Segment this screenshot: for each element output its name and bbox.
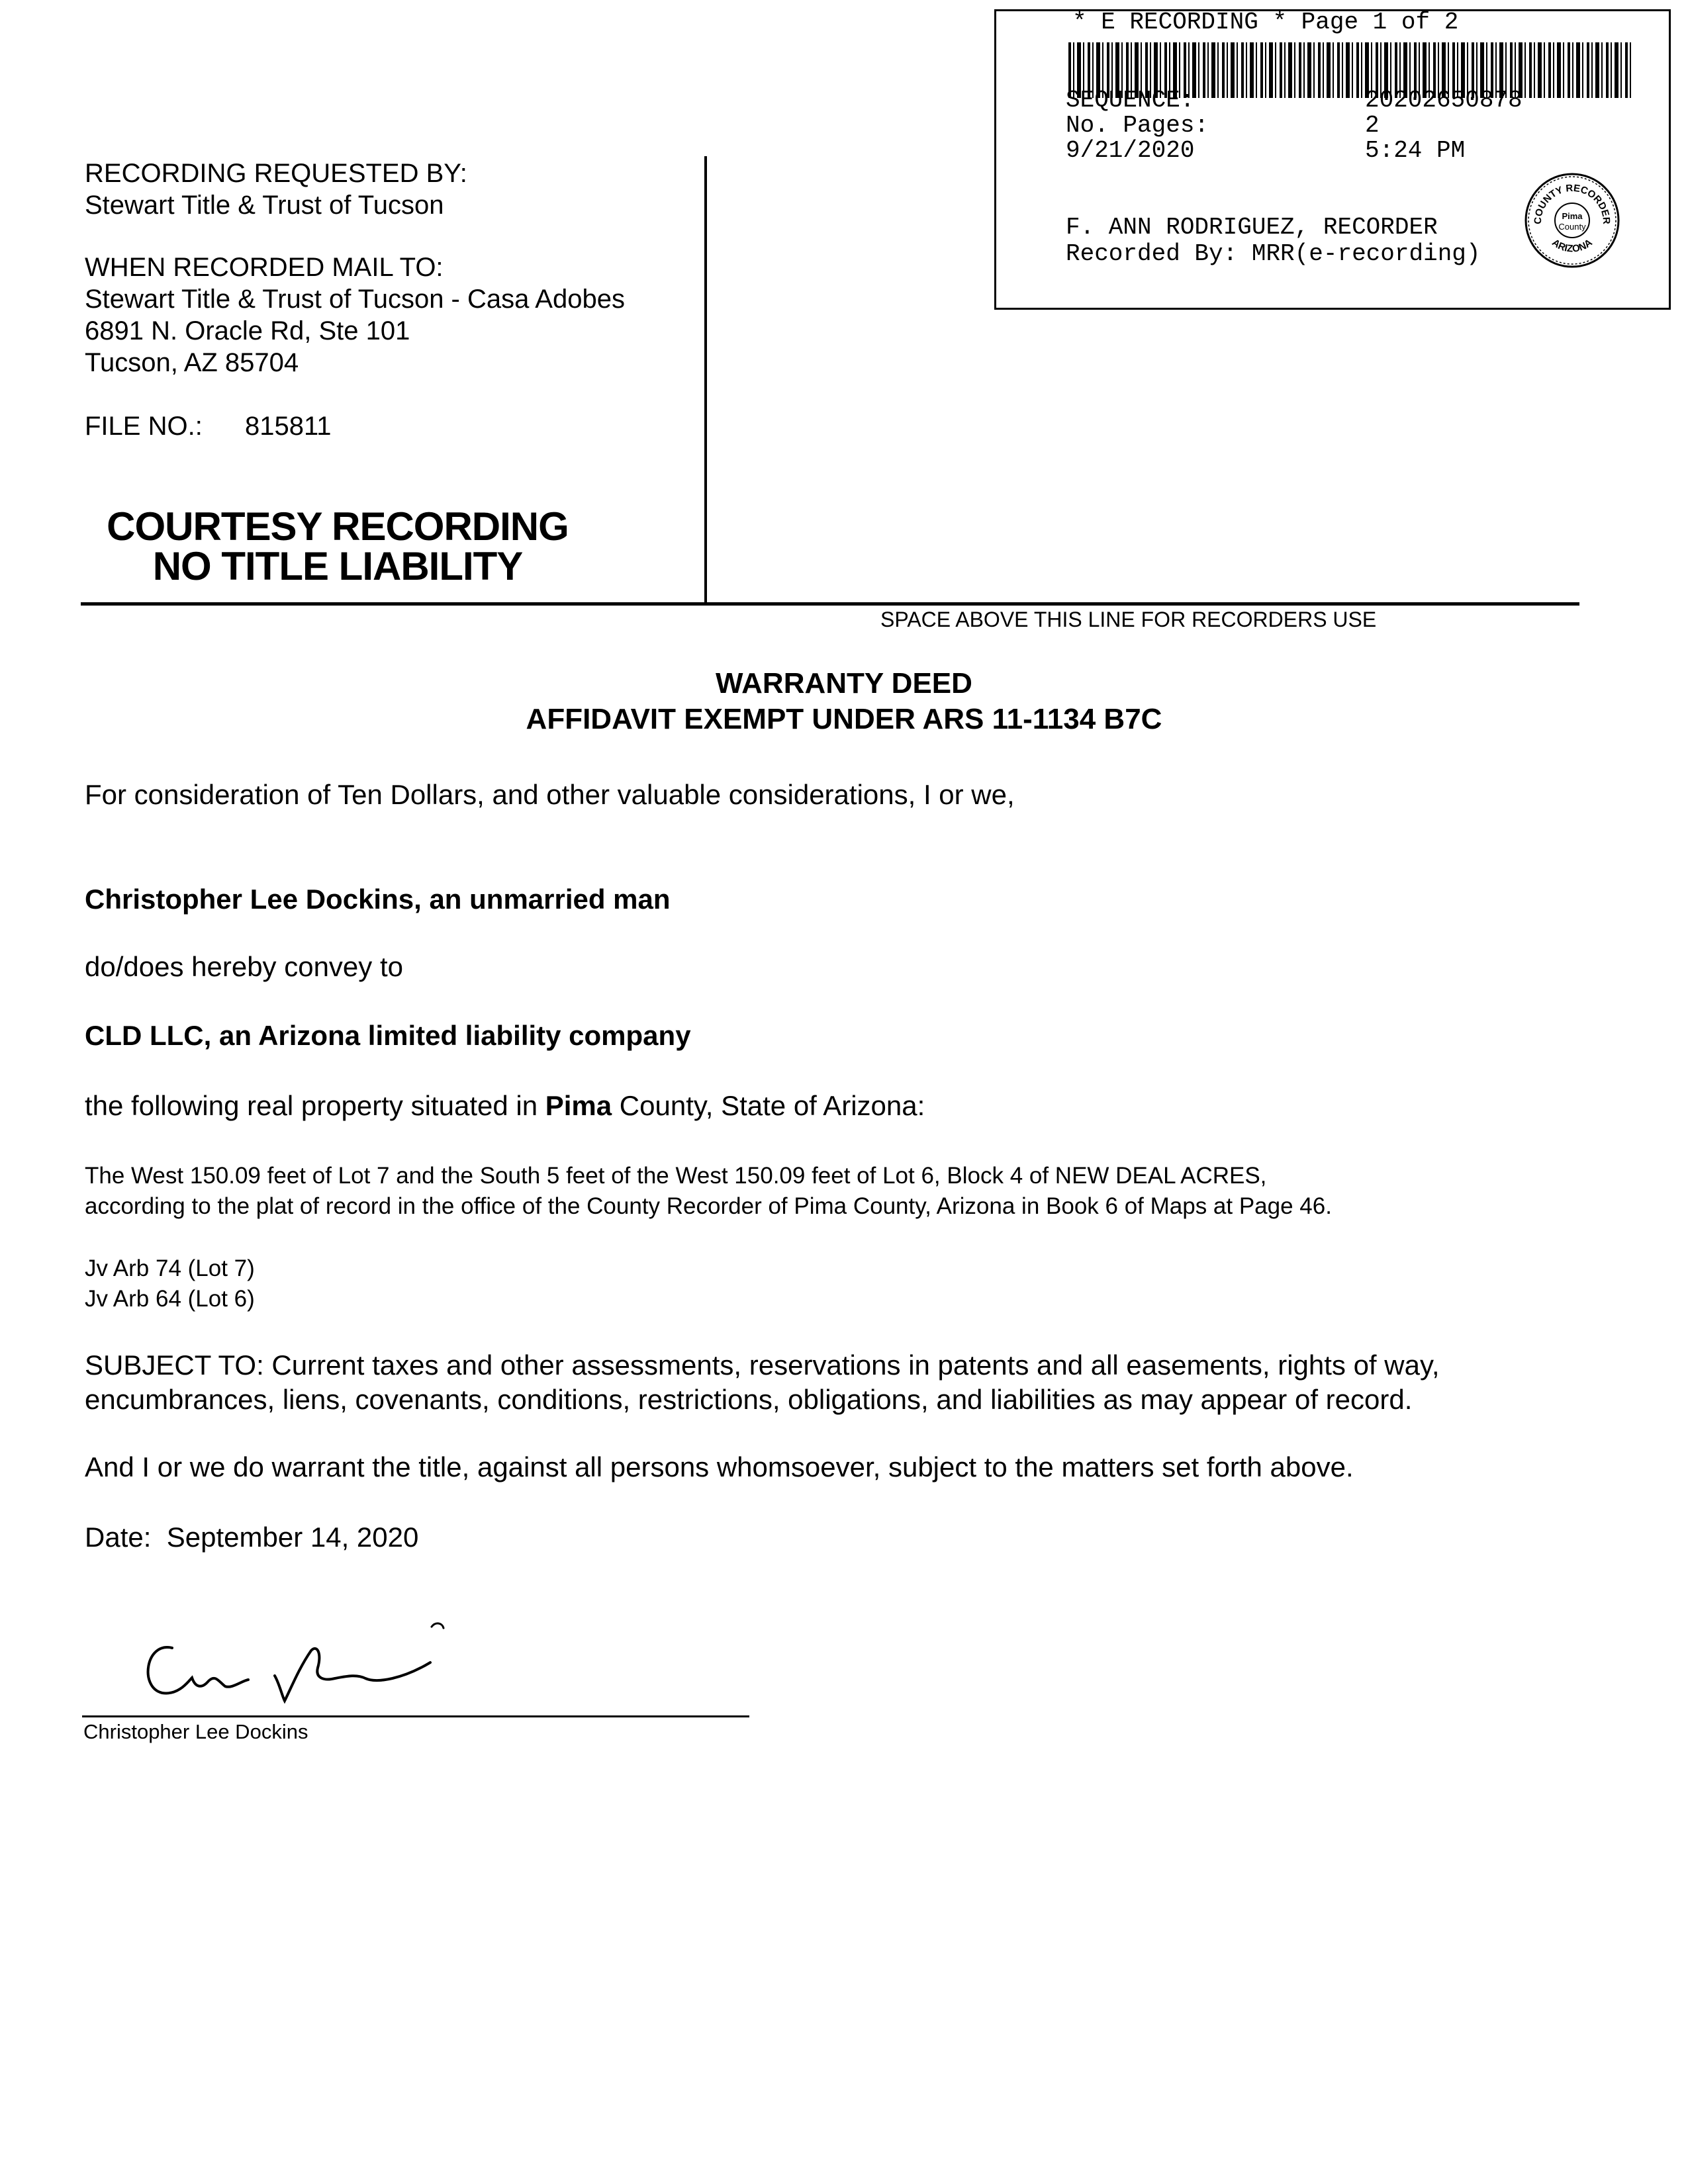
parcel-line1: Jv Arb 74 (Lot 7) bbox=[85, 1255, 255, 1281]
sequence-value: 20202650878 bbox=[1365, 87, 1523, 114]
seal-center-top: Pima bbox=[1562, 211, 1583, 221]
date-value: September 14, 2020 bbox=[166, 1522, 419, 1553]
recorders-use-line bbox=[81, 602, 1579, 606]
county-recorder-seal bbox=[1523, 171, 1622, 270]
sequence-label: SEQUENCE: bbox=[1066, 87, 1195, 114]
handwritten-signature bbox=[126, 1615, 470, 1714]
grantor-name: Christopher Lee Dockins, an unmarried man bbox=[85, 884, 671, 915]
subject-to-line2: encumbrances, liens, covenants, conditions, restrictions, obligations, and liabilities as may appear of record. bbox=[85, 1384, 1413, 1415]
courtesy-recording-stamp bbox=[79, 504, 596, 588]
consideration-clause: For consideration of Ten Dollars, and other valuable considerations, I or we, bbox=[85, 779, 1015, 810]
recording-date: 9/21/2020 bbox=[1066, 137, 1195, 164]
signature-line bbox=[82, 1715, 749, 1717]
seal-top-text: COUNTY RECORDER bbox=[1532, 182, 1613, 225]
courtesy-line2: NO TITLE LIABILITY bbox=[152, 544, 523, 588]
property-location bbox=[85, 1089, 925, 1122]
mail-to-name: Stewart Title & Trust of Tucson - Casa Adobes bbox=[85, 285, 625, 314]
recorders-use-note: SPACE ABOVE THIS LINE FOR RECORDERS USE bbox=[880, 608, 1377, 631]
header-divider-vertical bbox=[704, 156, 707, 605]
mail-to-label: WHEN RECORDED MAIL TO: bbox=[85, 253, 444, 282]
pages-value: 2 bbox=[1365, 112, 1380, 139]
legal-description-line1: The West 150.09 feet of Lot 7 and the South 5 feet of the West 150.09 feet of Lot 6, Block 4 of NEW DEAL ACRES, bbox=[85, 1163, 1267, 1189]
parcel-line2: Jv Arb 64 (Lot 6) bbox=[85, 1286, 255, 1312]
subject-to-line1: SUBJECT TO: Current taxes and other assessments, reservations in patents and all easements, rights of way, bbox=[85, 1349, 1440, 1381]
recorder-name: F. ANN RODRIGUEZ, RECORDER bbox=[1066, 214, 1438, 241]
grantee-name: CLD LLC, an Arizona limited liability company bbox=[85, 1020, 691, 1051]
deed-subtitle: AFFIDAVIT EXEMPT UNDER ARS 11-1134 B7C bbox=[526, 703, 1162, 735]
seal-bottom-text: ARIZONA bbox=[1550, 237, 1595, 255]
deed-title: WARRANTY DEED bbox=[716, 667, 972, 700]
file-no-value: 815811 bbox=[245, 412, 332, 441]
stamp-header: * E RECORDING * Page 1 of 2 bbox=[1072, 9, 1459, 36]
pages-label: No. Pages: bbox=[1066, 112, 1209, 139]
recording-requested-label: RECORDING REQUESTED BY: bbox=[85, 159, 467, 188]
county-name: Pima bbox=[545, 1090, 612, 1121]
mail-to-address-line2: Tucson, AZ 85704 bbox=[85, 348, 299, 377]
warranty-clause: And I or we do warrant the title, against all persons whomsoever, subject to the matters set forth above. bbox=[85, 1451, 1354, 1482]
recording-time: 5:24 PM bbox=[1365, 137, 1466, 164]
property-suffix: County, State of Arizona: bbox=[612, 1090, 925, 1121]
mail-to-address-line1: 6891 N. Oracle Rd, Ste 101 bbox=[85, 316, 410, 345]
seal-center-bottom: County bbox=[1558, 222, 1586, 232]
property-prefix: the following real property situated in bbox=[85, 1090, 545, 1121]
recorded-by: Recorded By: MRR(e-recording) bbox=[1066, 240, 1481, 267]
convey-clause: do/does hereby convey to bbox=[85, 951, 403, 982]
signer-name: Christopher Lee Dockins bbox=[83, 1720, 308, 1743]
legal-description-line2: according to the plat of record in the office of the County Recorder of Pima County, Arizona in Book 6 of Maps at Page 46. bbox=[85, 1193, 1332, 1219]
courtesy-line1: COURTESY RECORDING bbox=[107, 504, 569, 549]
deed-date bbox=[85, 1521, 418, 1554]
recording-requested-by: Stewart Title & Trust of Tucson bbox=[85, 191, 444, 220]
file-no-label: FILE NO.: bbox=[85, 412, 203, 441]
date-label: Date: bbox=[85, 1522, 152, 1553]
